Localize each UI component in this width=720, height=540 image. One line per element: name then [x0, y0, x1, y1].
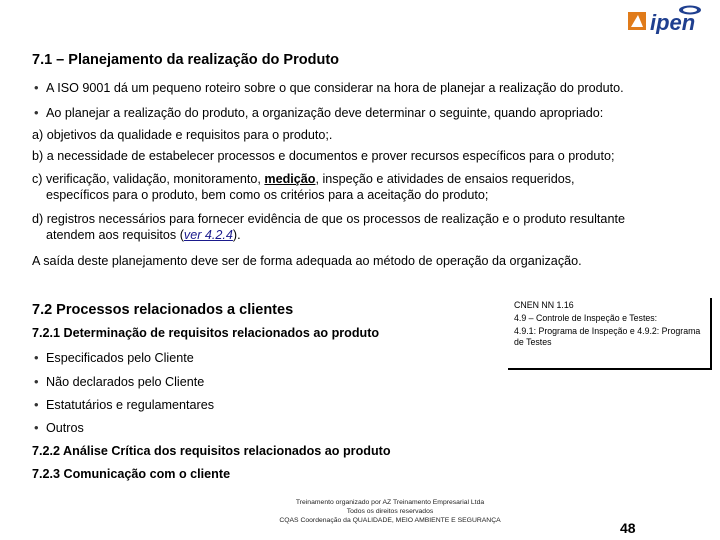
item-d: d) registros necessários para fornecer evidência de que os processos de realização e o produto resultante atendem aos requisitos (ver 4.2.4). [32, 212, 625, 242]
footer: Treinamento organizado por AZ Treinamento Empresarial Ltda Todos os direitos reservados CQAS Coordenação da QUALIDADE, MEIO AMBIENTE E SEGURANÇA [279, 499, 501, 524]
item-b: b) a necessidade de estabelecer processos e documentos e prover recursos específicos para o produto; [32, 149, 615, 163]
item-c: c) verificação, validação, monitoramento, medição, inspeção e atividades de ensaios requeridos, específicos para o produto, bem como os critérios para a aceitação do produto; [32, 172, 575, 202]
bullet-dot: • [34, 105, 39, 120]
page-number: 48 [620, 520, 636, 536]
bullet-item: • A ISO 9001 dá um pequeno roteiro sobre o que considerar na hora de planejar a realização do produto. [34, 80, 624, 95]
section-7-2-title: 7.2 Processos relacionados a clientes [32, 302, 294, 318]
list-item: • Especificados pelo Cliente [34, 350, 194, 365]
ref-line: 4.9 – Controle de Inspeção e Testes: [514, 313, 658, 323]
bullet-dot: • [34, 80, 39, 95]
highlight-medicao: medição [264, 172, 316, 186]
item-a: a) objetivos da qualidade e requisitos para o produto;. [32, 128, 333, 142]
ref-link-4-2-4[interactable]: ver 4.2.4 [183, 228, 233, 242]
ref-line: CNEN NN 1.16 [514, 300, 574, 310]
bullet-dot: • [34, 420, 39, 435]
page-title: 7.1 – Planejamento da realização do Produto [32, 52, 340, 68]
bullet-dot: • [34, 374, 39, 389]
bullet-dot: • [34, 350, 39, 365]
cnen-reference-box [508, 298, 712, 370]
bullet-dot: • [34, 397, 39, 412]
ipen-logo [628, 4, 716, 34]
list-item: • Outros [34, 420, 84, 435]
ref-line: 4.9.1: Programa de Inspeção e 4.9.2: Programa de Testes [514, 326, 701, 347]
saida-paragraph: A saída deste planejamento deve ser de forma adequada ao método de operação da organização. [32, 254, 582, 268]
section-7-2-1-title: 7.2.1 Determinação de requisitos relacionados ao produto [32, 326, 380, 340]
section-7-2-3-title: 7.2.3 Comunicação com o cliente [32, 467, 231, 481]
list-item: • Não declarados pelo Cliente [34, 374, 205, 389]
section-7-2-2-title: 7.2.2 Análise Crítica dos requisitos relacionados ao produto [32, 444, 391, 458]
bullet-item: • Ao planejar a realização do produto, a organização deve determinar o seguinte, quando apropriado: [34, 105, 604, 120]
logo-text: ipen [650, 10, 696, 34]
list-item: • Estatutários e regulamentares [34, 397, 215, 412]
